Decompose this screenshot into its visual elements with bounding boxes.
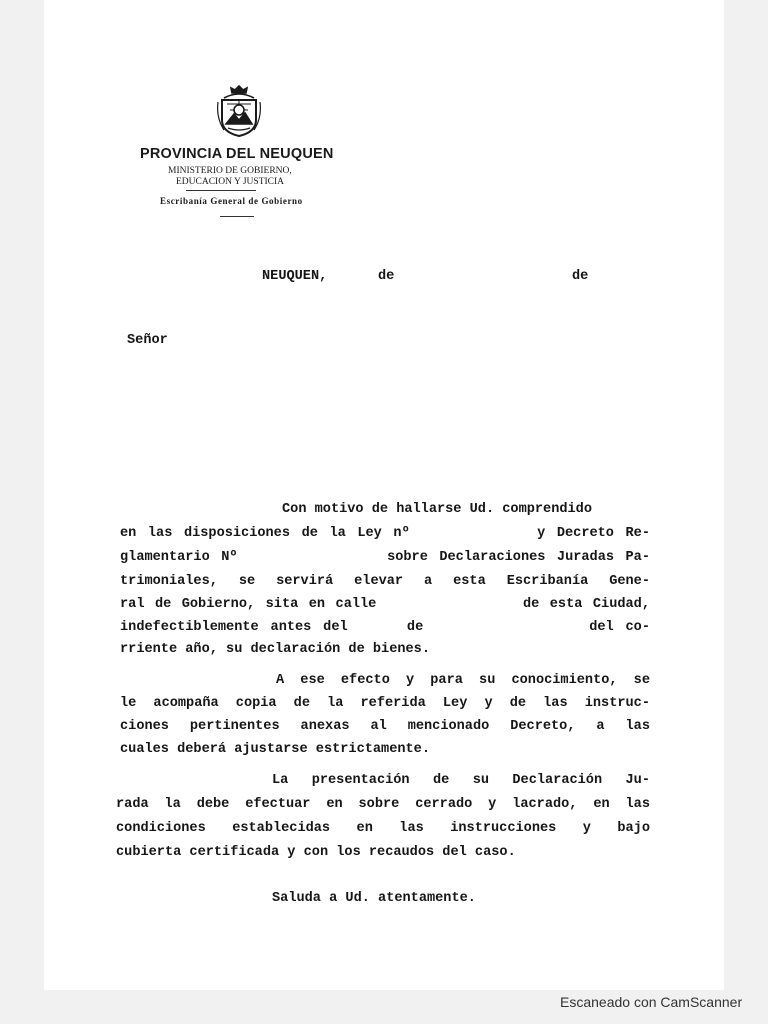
- body-line: glamentario Nº sobre Declaraciones Juradas Pa-: [120, 550, 650, 565]
- letterhead-underline: [220, 216, 254, 217]
- body-line: ciones pertinentes anexas al mencionado Decreto, a las: [120, 719, 650, 734]
- camscanner-watermark: Escaneado con CamScanner: [560, 994, 743, 1010]
- salutation: Señor: [127, 333, 168, 348]
- closing-line: Saluda a Ud. atentamente.: [272, 891, 476, 906]
- province-title: PROVINCIA DEL NEUQUEN: [140, 146, 334, 162]
- body-line: cubierta certificada y con los recaudos del caso.: [116, 845, 516, 860]
- office-name: Escribanía General de Gobierno: [160, 196, 303, 206]
- ministry-line-1: MINISTERIO DE GOBIERNO,: [168, 166, 292, 176]
- body-line: trimoniales, se servirá elevar a esta Escribanía Gene-: [120, 574, 650, 589]
- body-line: rriente año, su declaración de bienes.: [120, 642, 430, 657]
- body-line: le acompaña copia de la referida Ley y de las instruc-: [120, 696, 650, 711]
- body-line: A ese efecto y para su conocimiento, se: [276, 673, 650, 688]
- body-line: Con motivo de hallarse Ud. comprendido: [282, 502, 592, 517]
- body-line: ral de Gobierno, sita en calle de esta Ciudad,: [120, 597, 650, 612]
- provincial-coat-of-arms-icon: [212, 80, 266, 140]
- body-line: rada la debe efectuar en sobre cerrado y lacrado, en las: [116, 797, 650, 812]
- body-line: condiciones establecidas en las instrucciones y bajo: [116, 821, 650, 836]
- body-line: La presentación de su Declaración Ju-: [272, 773, 650, 788]
- date-city: NEUQUEN,: [262, 269, 328, 284]
- body-line: indefectiblemente antes del de del co-: [120, 620, 650, 635]
- body-line: en las disposiciones de la Ley nº y Decreto Re-: [120, 526, 650, 541]
- body-line: cuales deberá ajustarse estrictamente.: [120, 742, 430, 757]
- ministry-line-2: EDUCACION Y JUSTICIA: [176, 177, 285, 187]
- date-de-2: de: [572, 269, 589, 284]
- letterhead-divider: [186, 190, 256, 191]
- date-de-1: de: [378, 269, 395, 284]
